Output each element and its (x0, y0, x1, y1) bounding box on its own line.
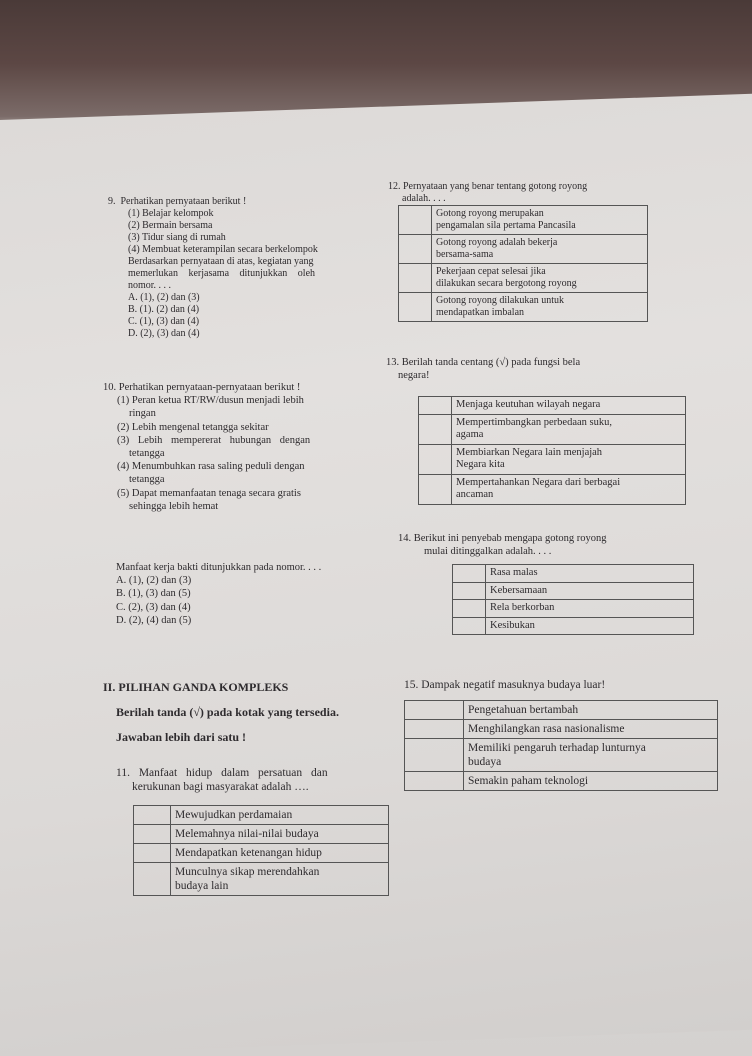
checkbox[interactable] (399, 206, 432, 235)
answer-option[interactable]: B. (1). (2) dan (4) (128, 304, 200, 315)
answer-option[interactable]: B. (1), (3) dan (5) (116, 588, 191, 600)
option-row (419, 474, 686, 504)
option-row (419, 414, 686, 444)
checkbox[interactable] (399, 264, 432, 293)
checkbox[interactable] (453, 600, 486, 618)
options-table-11 (133, 805, 389, 896)
option-text: Menjaga keutuhan wilayah negara (452, 397, 686, 415)
option-row (405, 720, 718, 739)
option-row (399, 235, 648, 264)
statement: sehingga lebih hemat (129, 500, 219, 512)
statement: (4) Membuat keterampilan secara berkelompok (128, 244, 318, 255)
question-13 (386, 356, 686, 382)
checkbox[interactable] (399, 235, 432, 264)
statement: (4) Menumbuhkan rasa saling peduli dengan (117, 461, 305, 473)
option-text: Rela berkorban (486, 600, 694, 618)
question-stem: Berdasarkan pernyataan di atas, kegiatan yang (128, 256, 314, 267)
statement: (1) Peran ketua RT/RW/dusun menjadi lebih (117, 395, 304, 407)
option-text: Menghilangkan rasa nasionalisme (464, 720, 718, 739)
question-12 (388, 181, 688, 322)
question-10-stem (116, 561, 406, 627)
option-text: Rasa malas (486, 565, 694, 583)
option-row (399, 206, 648, 235)
statement: (2) Bermain bersama (128, 220, 213, 231)
option-row (453, 582, 694, 600)
option-text: Membiarkan Negara lain menjajah Negara kita (452, 444, 686, 474)
checkbox[interactable] (134, 844, 171, 863)
question-stem: memerlukan kerjasama ditunjukkan oleh (128, 268, 316, 279)
question-stem: Manfaat kerja bakti ditunjukkan pada nomor. . . . (116, 562, 322, 573)
question-11 (116, 766, 396, 794)
question-stem: Pernyataan yang benar tentang gotong royong (403, 181, 588, 192)
checkbox[interactable] (399, 293, 432, 322)
statement: (3) Lebih mempererat hubungan dengan (117, 434, 311, 446)
option-text: Memiliki pengaruh terhadap lunturnya budaya (464, 739, 718, 772)
option-text: Melemahnya nilai-nilai budaya (171, 825, 389, 844)
checkbox[interactable] (419, 444, 452, 474)
option-row (399, 293, 648, 322)
option-text: Kebersamaan (486, 582, 694, 600)
options-table-13 (418, 396, 686, 505)
option-row (399, 264, 648, 293)
option-row (453, 617, 694, 635)
options-table-14 (452, 564, 694, 635)
checkbox[interactable] (453, 565, 486, 583)
answer-option[interactable]: A. (1), (2) dan (3) (116, 575, 192, 587)
question-number: 11. (116, 767, 130, 779)
question-stem: Berilah tanda centang (√) pada fungsi bela (401, 357, 581, 368)
option-row (134, 863, 389, 896)
question-number: 10. (103, 382, 117, 393)
statement: (3) Tidur siang di rumah (128, 232, 226, 243)
statement: tetangga (129, 474, 165, 486)
option-text: Gotong royong merupakan pengamalan sila pertama Pancasila (432, 206, 648, 235)
option-text: Pekerjaan cepat selesai jika dilakukan secara bergotong royong (432, 264, 648, 293)
statement: (1) Belajar kelompok (128, 208, 214, 219)
option-row (453, 600, 694, 618)
question-15 (404, 678, 704, 692)
checkbox[interactable] (405, 739, 464, 772)
checkbox[interactable] (405, 720, 464, 739)
checkbox[interactable] (134, 863, 171, 896)
option-row (134, 806, 389, 825)
answer-option[interactable]: C. (1), (3) dan (4) (128, 316, 200, 327)
checkbox[interactable] (134, 825, 171, 844)
answer-option[interactable]: A. (1), (2) dan (3) (128, 292, 200, 303)
option-row (419, 397, 686, 415)
question-9 (108, 196, 378, 340)
question-prompt: Perhatikan pernyataan berikut ! (120, 196, 247, 207)
option-text: Pengetahuan bertambah (464, 701, 718, 720)
statement: ringan (129, 408, 156, 420)
option-row (405, 772, 718, 791)
section-instruction: Berilah tanda (√) pada kotak yang tersedia. (116, 705, 339, 719)
checkbox[interactable] (419, 474, 452, 504)
question-prompt: Perhatikan pernyataan-pernyataan berikut ! (118, 382, 301, 393)
option-text: Mewujudkan perdamaian (171, 806, 389, 825)
option-row (419, 444, 686, 474)
option-row (405, 701, 718, 720)
checkbox[interactable] (453, 582, 486, 600)
option-text: Mempertahankan Negara dari berbagai ancaman (452, 474, 686, 504)
statement: (5) Dapat memanfaatan tenaga secara gratis (117, 487, 301, 499)
answer-option[interactable]: C. (2), (3) dan (4) (116, 601, 191, 613)
option-text: Munculnya sikap merendahkan budaya lain (171, 863, 389, 896)
question-stem: Manfaat hidup dalam persatuan dan (138, 767, 328, 779)
question-number: 9. (108, 196, 116, 207)
checkbox[interactable] (419, 397, 452, 415)
question-stem: negara! (398, 370, 430, 382)
option-row (405, 739, 718, 772)
option-row (453, 565, 694, 583)
options-table-15 (404, 700, 718, 791)
checkbox[interactable] (405, 772, 464, 791)
question-stem: kerukunan bagi masyarakat adalah …. (132, 781, 309, 793)
option-row (134, 844, 389, 863)
question-number: 12. (388, 181, 401, 192)
section-heading: II. PILIHAN GANDA KOMPLEKS (103, 680, 289, 694)
question-stem: Berikut ini penyebab mengapa gotong royong (413, 533, 607, 544)
option-text: Gotong royong dilakukan untuk mendapatkan imbalan (432, 293, 648, 322)
answer-option[interactable]: D. (2), (3) dan (4) (128, 328, 200, 339)
answer-option[interactable]: D. (2), (4) dan (5) (116, 614, 192, 626)
section-instruction: Jawaban lebih dari satu ! (116, 730, 247, 744)
question-number: 15. (404, 679, 419, 691)
question-stem: adalah. . . . (402, 193, 446, 204)
question-stem: nomor. . . . (128, 280, 172, 291)
option-text: Mempertimbangkan perbedaan suku, agama (452, 414, 686, 444)
option-text: Semakin paham teknologi (464, 772, 718, 791)
question-stem: Dampak negatif masuknya budaya luar! (421, 679, 606, 691)
question-14 (398, 532, 698, 558)
options-table (398, 205, 648, 322)
question-10 (103, 381, 388, 513)
statement: (2) Lebih mengenal tetangga sekitar (117, 421, 269, 433)
checkbox[interactable] (405, 701, 464, 720)
question-number: 13. (386, 357, 400, 368)
checkbox[interactable] (453, 617, 486, 635)
option-row (134, 825, 389, 844)
checkbox[interactable] (419, 414, 452, 444)
question-number: 14. (398, 533, 412, 544)
option-text: Mendapatkan ketenangan hidup (171, 844, 389, 863)
statement: tetangga (129, 448, 165, 460)
checkbox[interactable] (134, 806, 171, 825)
question-stem: mulai ditinggalkan adalah. . . . (424, 546, 552, 558)
option-text: Kesibukan (486, 617, 694, 635)
option-text: Gotong royong adalah bekerja bersama-sama (432, 235, 648, 264)
